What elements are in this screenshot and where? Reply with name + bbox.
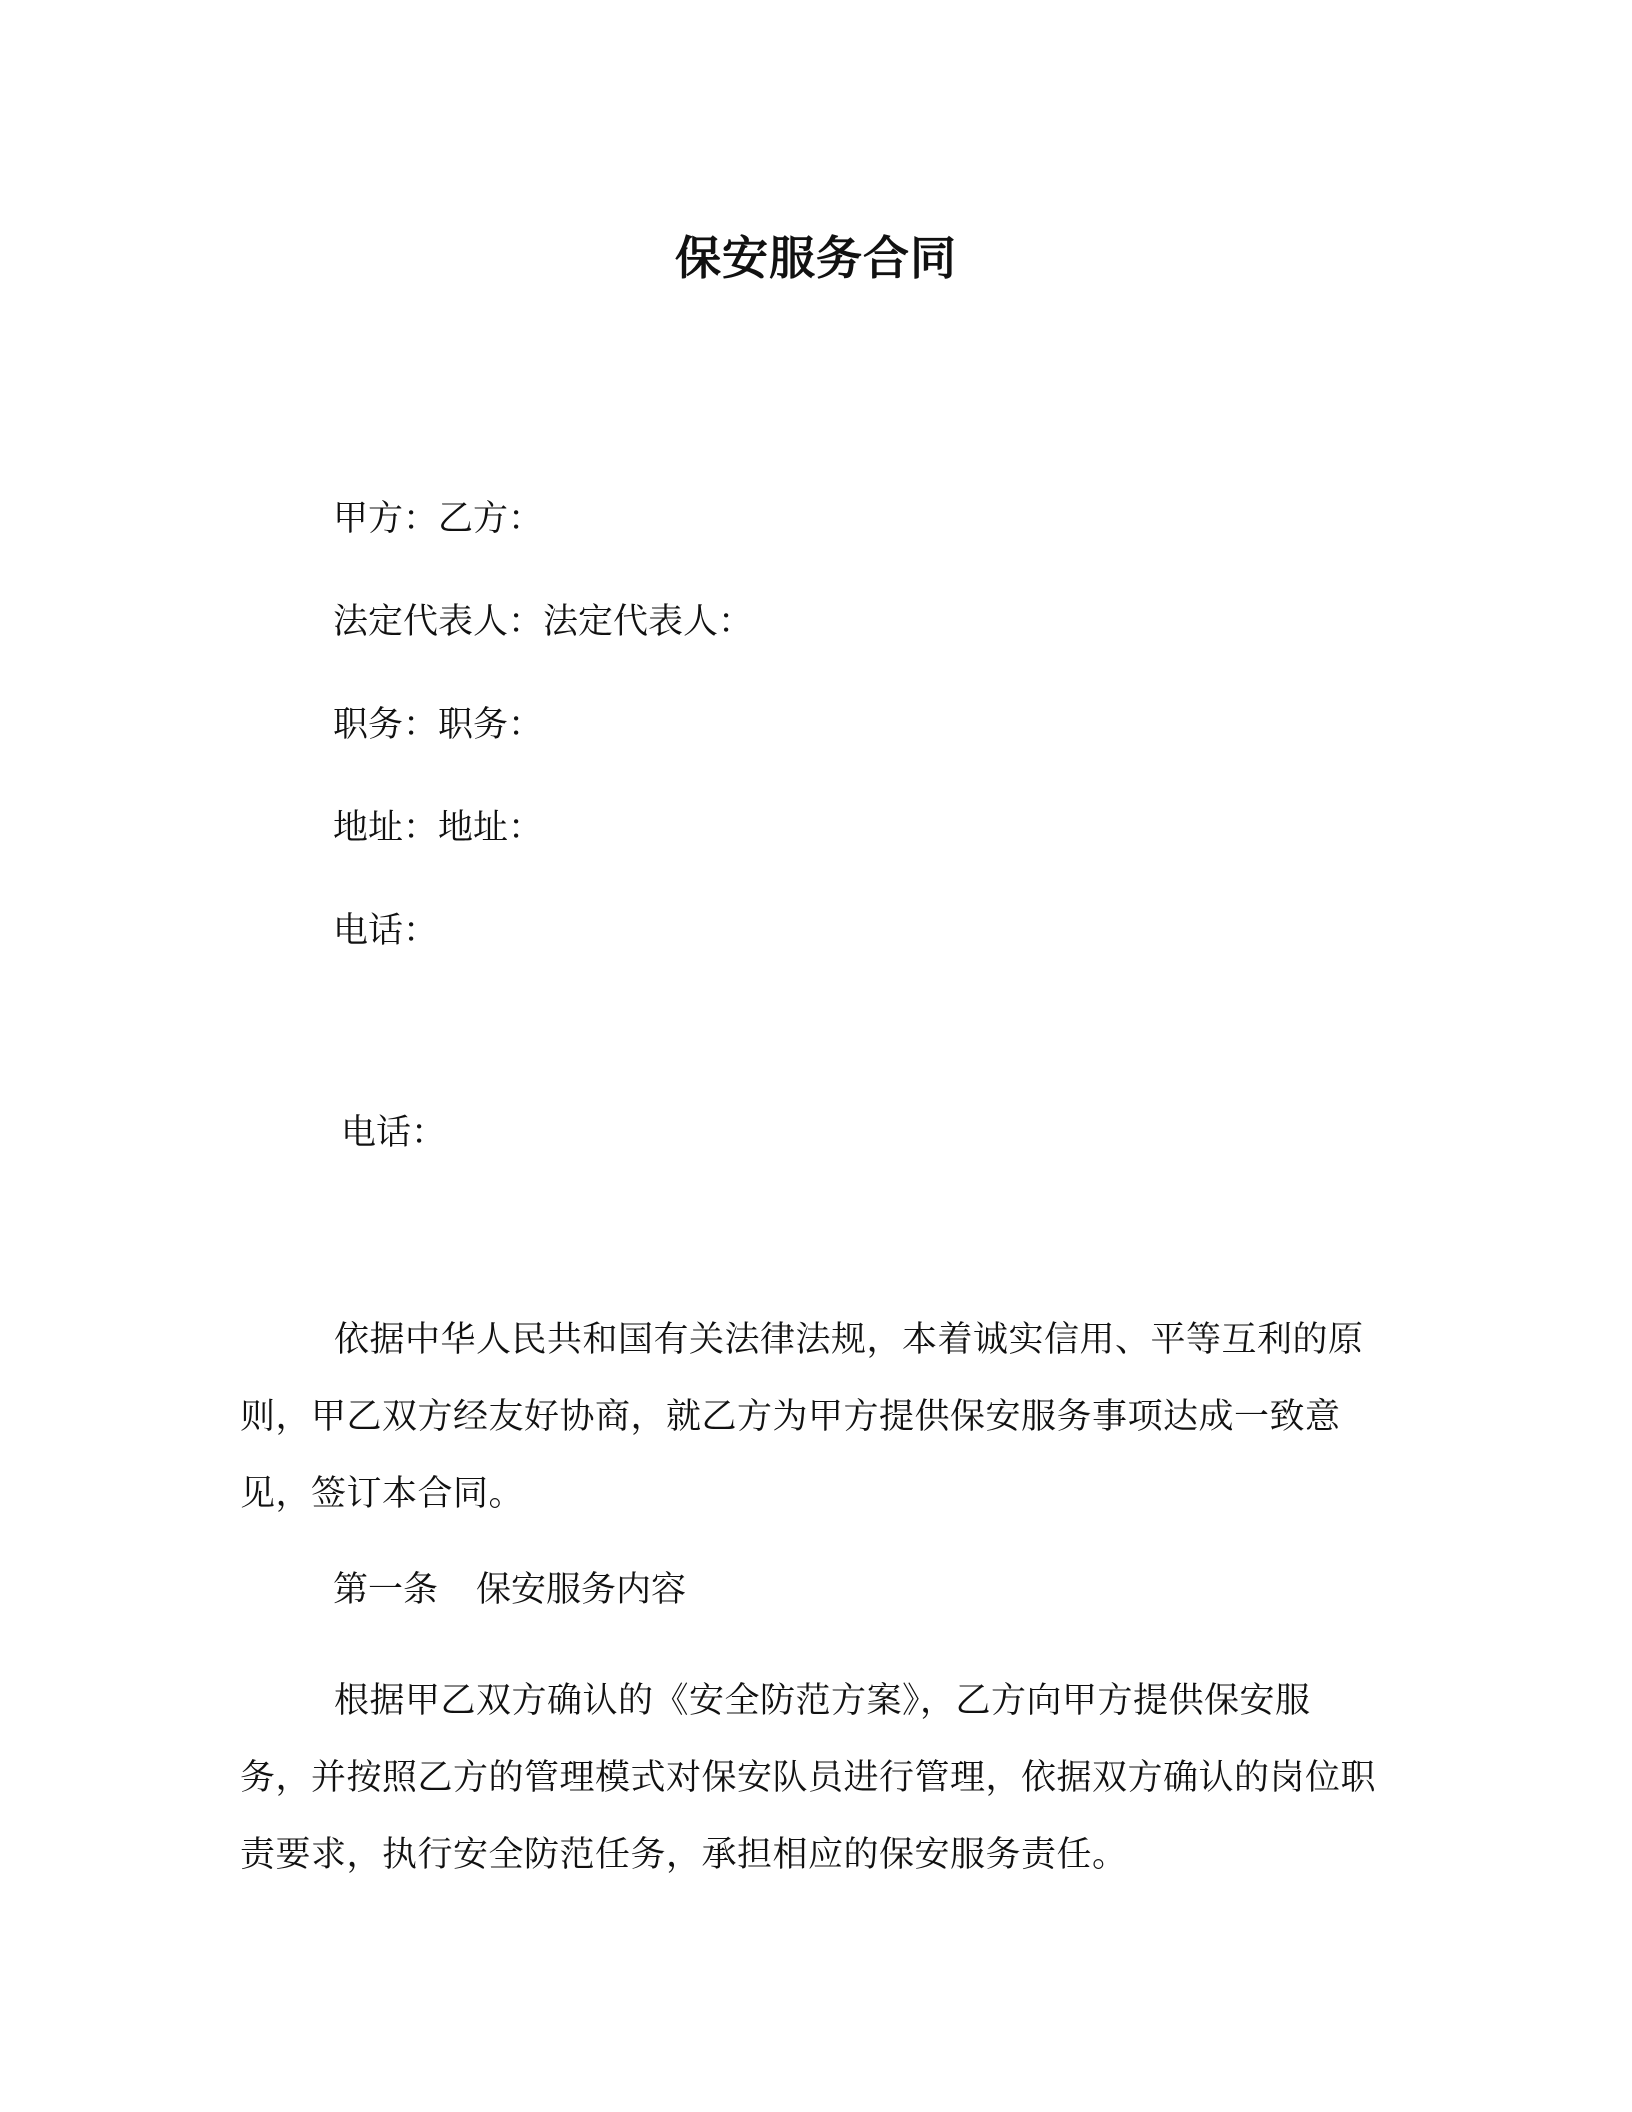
party-a-label: 甲方：: [333, 499, 439, 539]
party-line: [333, 496, 543, 542]
legal-rep-line: [333, 599, 753, 645]
phone-a-line: [333, 908, 438, 954]
legal-rep-b-label: 法定代表人：: [543, 602, 754, 642]
address-line: [333, 805, 543, 851]
preamble-paragraph: 依据中华人民共和国有关法律法规，本着诚实信用、平等互利的原则，甲乙双方经友好协商，就乙方为甲方提供保安服务事项达成一致意见，签订本合同。: [240, 1320, 1364, 1514]
article-1-heading: [333, 1567, 686, 1613]
phone-b-line: [341, 1110, 446, 1156]
phone-b-label: 电话：: [341, 1113, 447, 1153]
party-b-label: 乙方：: [438, 499, 544, 539]
position-a-label: 职务：: [333, 705, 439, 745]
article-1-title: 保安服务内容: [476, 1570, 687, 1610]
legal-rep-a-label: 法定代表人：: [333, 602, 544, 642]
address-b-label: 地址：: [438, 808, 544, 848]
position-b-label: 职务：: [438, 705, 544, 745]
phone-a-label: 电话：: [333, 911, 439, 951]
position-line: [333, 702, 543, 748]
article-1-number: 第一条: [333, 1570, 439, 1610]
document-title: 保安服务合同: [675, 231, 957, 285]
address-a-label: 地址：: [333, 808, 439, 848]
article-1-body: 根据甲乙双方确认的《安全防范方案》，乙方向甲方提供保安服务，并按照乙方的管理模式对保安队员进行管理，依据双方确认的岗位职责要求，执行安全防范任务，承担相应的保安服务责任。: [240, 1681, 1377, 1875]
